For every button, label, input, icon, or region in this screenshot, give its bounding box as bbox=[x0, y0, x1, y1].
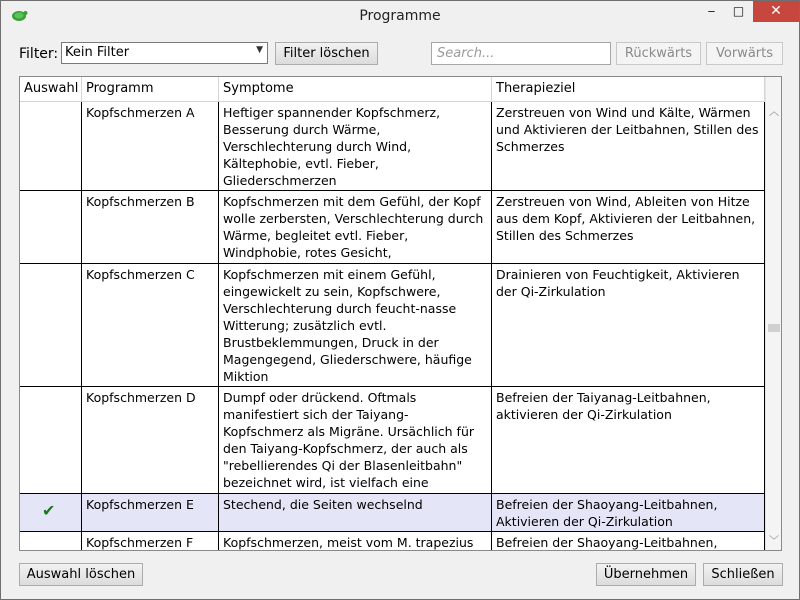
filter-select-value: Kein Filter bbox=[65, 45, 130, 60]
table-row[interactable] bbox=[20, 191, 765, 264]
vertical-scrollbar[interactable] bbox=[765, 77, 782, 550]
table-header bbox=[20, 77, 765, 102]
symptome-cell: Kopfschmerzen, meist vom M. trapezius bbox=[219, 532, 492, 551]
forward-button[interactable]: Vorwärts bbox=[706, 42, 783, 65]
close-button[interactable]: ✕ bbox=[753, 1, 799, 22]
column-header-symptome[interactable]: Symptome bbox=[219, 77, 492, 101]
filter-label: Filter: bbox=[19, 46, 59, 62]
symptome-cell: Dumpf oder drückend. Oftmals manifestiert sich der Taiyang-Kopfschmerz als Migräne. Ursächlich für den Taiyang-Kopfschmerz, der auch als "rebellierendes Qi der Blasenleitbahn" bezeichnet wird, ist vielfach eine bbox=[219, 387, 492, 493]
table-row[interactable] bbox=[20, 102, 765, 191]
title-bar bbox=[1, 1, 799, 31]
programm-cell: Kopfschmerzen B bbox=[82, 191, 219, 263]
therapieziel-cell: Befreien der Taiyanag-Leitbahnen, aktivieren der Qi-Zirkulation bbox=[492, 387, 765, 493]
column-header-therapieziel[interactable]: Therapieziel bbox=[492, 77, 765, 101]
column-header-programm[interactable]: Programm bbox=[82, 77, 219, 101]
symptome-cell: Kopfschmerzen mit dem Gefühl, der Kopf wolle zerbersten, Verschlechterung durch Wärme, begleitet evtl. Fieber, Windphobie, rotes Gesicht, bbox=[219, 191, 492, 263]
close-dialog-button[interactable]: Schließen bbox=[703, 563, 783, 586]
therapieziel-cell: Befreien der Shaoyang-Leitbahnen, Aktivieren der Qi-Zirkulation bbox=[492, 494, 765, 531]
minimize-button[interactable]: ‒ bbox=[707, 4, 716, 18]
table-row-selected[interactable] bbox=[20, 494, 765, 532]
checkmark-icon: ✔ bbox=[42, 501, 56, 520]
window-title: Programme bbox=[359, 8, 441, 24]
maximize-button[interactable]: □ bbox=[732, 4, 745, 18]
symptome-cell: Heftiger spannender Kopfschmerz, Besserung durch Wärme, Verschlechterung durch Wind, Kältephobie, evtl. Fieber, Gliederschmerzen bbox=[219, 102, 492, 190]
programm-cell: Kopfschmerzen A bbox=[82, 102, 219, 190]
programm-cell: Kopfschmerzen C bbox=[82, 264, 219, 386]
therapieziel-cell: Zerstreuen von Wind und Kälte, Wärmen und Aktivieren der Leitbahnen, Stillen des Schmerzes bbox=[492, 102, 765, 190]
programm-cell: Kopfschmerzen F bbox=[82, 532, 219, 551]
programme-table bbox=[19, 76, 782, 551]
chevron-up-icon[interactable]: ︿ bbox=[769, 107, 779, 118]
scrollbar-thumb[interactable] bbox=[768, 324, 780, 332]
selection-cell[interactable] bbox=[20, 191, 82, 263]
search-input[interactable] bbox=[431, 42, 611, 65]
chevron-down-icon: ▼ bbox=[256, 45, 263, 55]
clear-selection-button[interactable]: Auswahl löschen bbox=[19, 563, 143, 586]
selection-cell[interactable] bbox=[20, 264, 82, 386]
therapieziel-cell: Zerstreuen von Wind, Ableiten von Hitze aus dem Kopf, Aktivieren der Leitbahnen, Stillen des Schmerzes bbox=[492, 191, 765, 263]
table-row[interactable] bbox=[20, 532, 765, 551]
selection-cell[interactable] bbox=[20, 494, 82, 531]
filter-select[interactable] bbox=[61, 42, 268, 64]
table-row[interactable] bbox=[20, 387, 765, 494]
therapieziel-cell: Befreien der Shaoyang-Leitbahnen, bbox=[492, 532, 765, 551]
programm-cell: Kopfschmerzen D bbox=[82, 387, 219, 493]
table-row[interactable] bbox=[20, 264, 765, 387]
symptome-cell: Stechend, die Seiten wechselnd bbox=[219, 494, 492, 531]
clear-filter-button[interactable]: Filter löschen bbox=[275, 42, 378, 65]
programm-cell: Kopfschmerzen E bbox=[82, 494, 219, 531]
therapieziel-cell: Drainieren von Feuchtigkeit, Aktivieren der Qi-Zirkulation bbox=[492, 264, 765, 386]
symptome-cell: Kopfschmerzen mit einem Gefühl, eingewickelt zu sein, Kopfschwere, Verschlechterung durch feucht-nasse Witterung; zusätzlich evtl. Brustbeklemmungen, Druck in der Magengegend, Gliederschwere, häufige Miktion bbox=[219, 264, 492, 386]
back-button[interactable]: Rückwärts bbox=[616, 42, 701, 65]
selection-cell[interactable] bbox=[20, 532, 82, 551]
column-header-auswahl[interactable]: Auswahl bbox=[20, 77, 82, 101]
chevron-down-icon[interactable]: ﹀ bbox=[769, 536, 779, 547]
selection-cell[interactable] bbox=[20, 387, 82, 493]
selection-cell[interactable] bbox=[20, 102, 82, 190]
apply-button[interactable]: Übernehmen bbox=[596, 563, 696, 586]
search-placeholder: Search... bbox=[437, 46, 495, 61]
